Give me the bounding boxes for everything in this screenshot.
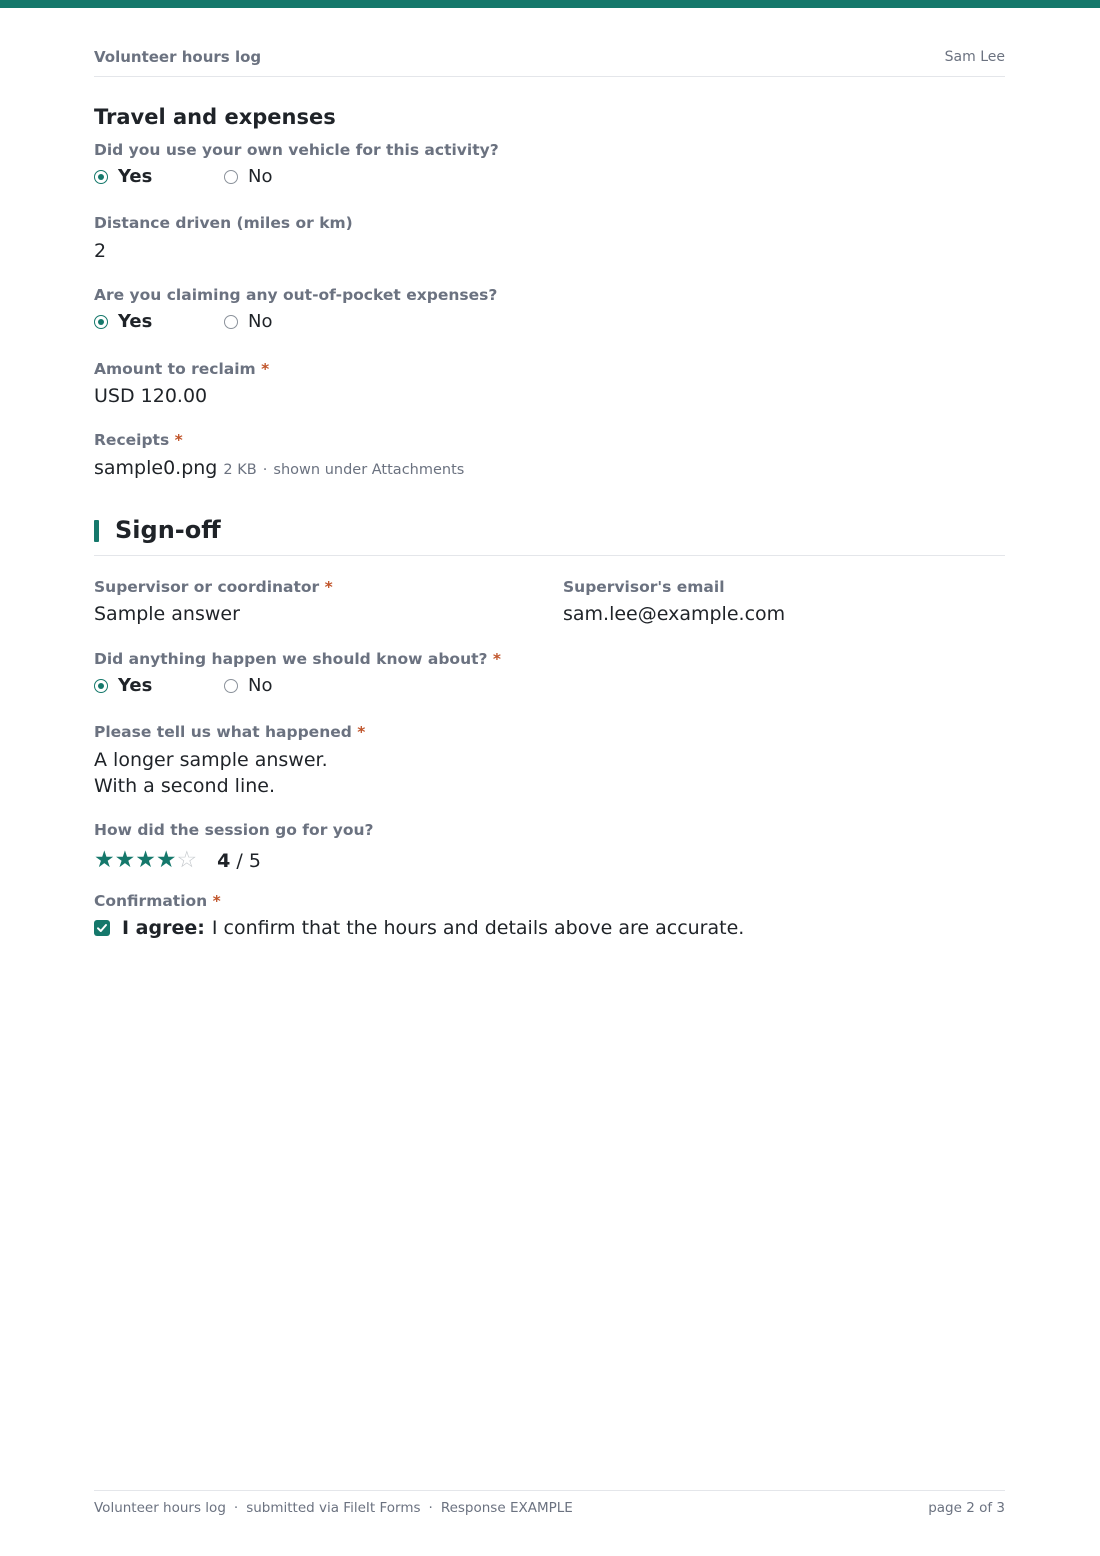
radio-option-label: Yes [118, 311, 153, 332]
radio-option-no[interactable] [224, 166, 272, 187]
label-text: Amount to reclaim [94, 360, 256, 378]
radio-option-label: No [248, 311, 273, 332]
answer-receipts [94, 457, 464, 479]
radio-option-no[interactable] [224, 675, 272, 696]
radio-group-expenses [94, 311, 494, 335]
footer-via: submitted via FileIt Forms [246, 1500, 421, 1516]
footer-form-name: Volunteer hours log [94, 1500, 226, 1516]
confirmation-checkbox-row[interactable] [94, 917, 744, 939]
radio-option-yes[interactable] [94, 311, 152, 332]
answer-distance: 2 [94, 240, 107, 262]
separator: · [428, 1500, 433, 1516]
question-label-amount [94, 360, 269, 378]
radio-option-label: No [248, 166, 273, 187]
radio-option-yes[interactable] [94, 166, 152, 187]
radio-group-incident [94, 675, 494, 699]
label-text: Please tell us what happened [94, 723, 352, 741]
answer-email[interactable]: sam.lee@example.com [563, 603, 786, 625]
answer-details-line-1: A longer sample answer. [94, 749, 328, 771]
question-label-details [94, 723, 365, 741]
label-text: Confirmation [94, 892, 208, 910]
section-divider [94, 555, 1005, 556]
page-header [94, 48, 1005, 77]
answer-details-line-2: With a second line. [94, 775, 275, 797]
star-filled-icon: ★ [155, 847, 177, 873]
required-marker: * [492, 650, 502, 668]
checkbox-checked-icon[interactable] [94, 920, 110, 936]
confirmation-text: I confirm that the hours and details above are accurate. [211, 917, 745, 939]
attachment-note: shown under Attachments [273, 462, 465, 478]
question-label-session: How did the session go for you? [94, 821, 374, 839]
question-label-distance: Distance driven (miles or km) [94, 214, 353, 232]
top-accent-bar [0, 0, 1100, 8]
star-filled-icon: ★ [135, 847, 156, 873]
respondent-name: Sam Lee [944, 49, 1005, 65]
answer-supervisor: Sample answer [94, 603, 240, 625]
agree-label: I agree: [122, 917, 205, 939]
question-label-email: Supervisor's email [563, 578, 725, 596]
radio-option-yes[interactable] [94, 675, 152, 696]
page-number: page 2 of 3 [928, 1500, 1005, 1516]
star-filled-icon: ★ [94, 847, 115, 873]
rating-score: 4 [217, 849, 231, 872]
form-title: Volunteer hours log [94, 48, 262, 66]
required-marker: * [324, 578, 333, 596]
attachment-size: 2 KB [223, 462, 257, 478]
star-rating [94, 849, 261, 872]
question-label-incident [94, 650, 501, 668]
radio-selected-icon [94, 170, 108, 184]
question-label-confirmation [94, 892, 221, 910]
section-title-travel: Travel and expenses [94, 105, 336, 129]
question-label-supervisor [94, 578, 333, 596]
rating-separator: / [236, 849, 243, 872]
page-footer [94, 1490, 1005, 1521]
check-mark-icon [96, 922, 108, 934]
section-title-signoff: Sign-off [115, 516, 221, 544]
required-marker: * [357, 723, 366, 741]
radio-group-vehicle [94, 166, 494, 190]
radio-selected-icon [94, 679, 108, 693]
star-filled-icon: ★ [114, 847, 136, 873]
separator: · [262, 462, 268, 478]
required-marker: * [261, 360, 270, 378]
radio-option-label: No [248, 675, 273, 696]
radio-empty-icon [224, 170, 238, 184]
rating-max: 5 [248, 849, 261, 872]
answer-amount: USD 120.00 [94, 385, 208, 407]
label-text: Supervisor or coordinator [94, 578, 320, 596]
radio-option-label: Yes [118, 675, 153, 696]
footer-response: Response EXAMPLE [440, 1500, 573, 1516]
required-marker: * [212, 892, 221, 910]
radio-empty-icon [224, 315, 238, 329]
radio-selected-icon [94, 315, 108, 329]
label-text: Receipts [94, 431, 170, 449]
rating-value [217, 850, 261, 872]
footer-info [94, 1500, 573, 1516]
radio-empty-icon [224, 679, 238, 693]
separator: · [233, 1500, 239, 1516]
attachment-link[interactable]: sample0.png [94, 457, 218, 479]
question-label-receipts [94, 431, 183, 449]
question-label-expenses: Are you claiming any out-of-pocket expenses? [94, 286, 498, 304]
label-text: Did anything happen we should know about? [94, 650, 488, 668]
star-container [94, 849, 197, 872]
radio-option-label: Yes [118, 166, 153, 187]
section-accent-bar [94, 520, 99, 542]
required-marker: * [174, 431, 183, 449]
question-label-vehicle: Did you use your own vehicle for this activity? [94, 141, 499, 159]
star-empty-icon: ☆ [176, 847, 198, 873]
radio-option-no[interactable] [224, 311, 272, 332]
